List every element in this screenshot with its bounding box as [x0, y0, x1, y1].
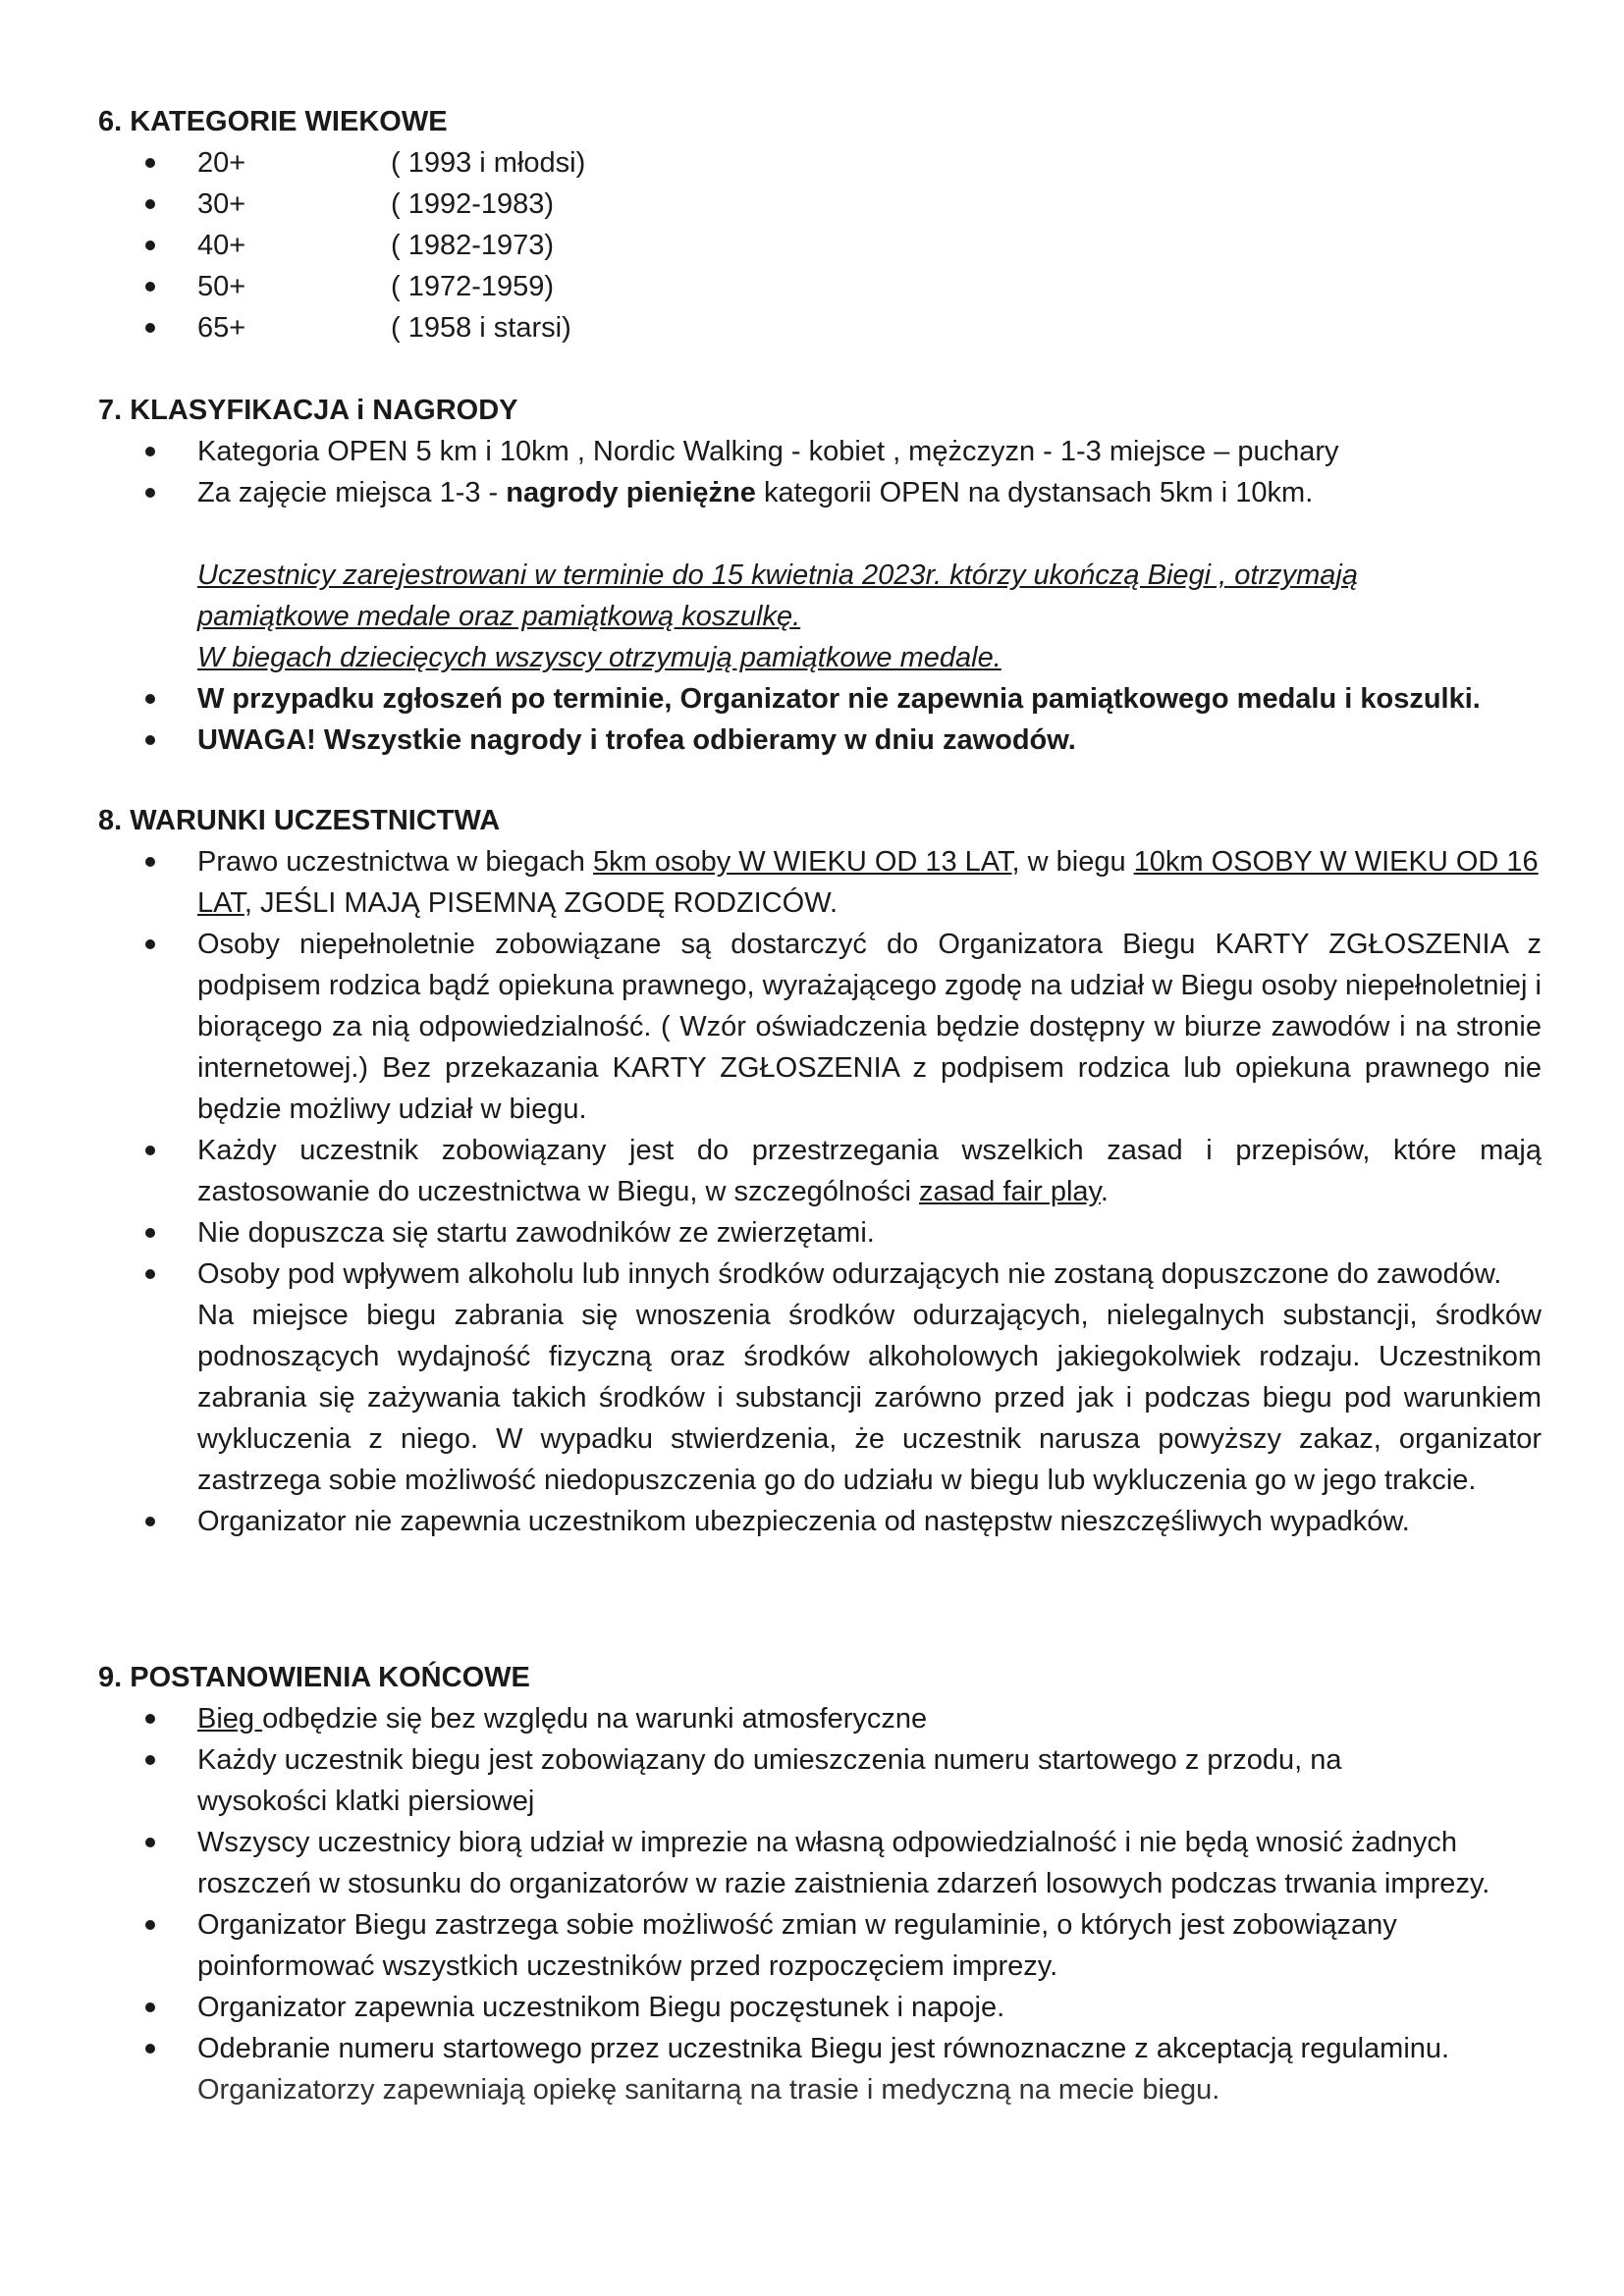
list-item-text: Za zajęcie miejsca 1-3 -: [197, 477, 507, 508]
age-category: 40+: [197, 230, 246, 261]
age-category: 20+: [197, 147, 246, 179]
underlined-text: zasad fair play: [919, 1176, 1101, 1207]
section-heading: 9. POSTANOWIENIA KOŃCOWE: [98, 1662, 530, 1693]
list-item: [98, 1822, 1542, 1904]
list-item: [98, 1254, 1542, 1295]
bullet-icon: [145, 1146, 155, 1155]
list-item-text: Organizator nie zapewnia uczestnikom ubezpieczenia od następstw nieszczęśliwych wypadków.: [197, 1506, 1410, 1537]
list-item: [98, 1130, 1542, 1212]
age-category: 30+: [197, 188, 246, 220]
section-final-provisions: [98, 1657, 1542, 2110]
bullet-icon: [145, 1228, 155, 1238]
section-classification-awards: [98, 390, 1542, 761]
list-item: [98, 841, 1542, 924]
list-item-text: .: [1100, 1176, 1109, 1207]
list-item-text: Kategoria OPEN 5 km i 10km , Nordic Walking - kobiet , mężczyzn - 1-3 miejsce – puchary: [197, 436, 1339, 467]
list-item-text: Osoby niepełnoletnie zobowiązane są dostarczyć do Organizatora Biegu KARTY ZGŁOSZENIA z podpisem rodzica bądź opiekuna prawnego, wyrażającego zgodę na udział w Biegu osoby niepełnoletniej i biorącego za nią odpowiedzialność. ( Wzór oświadczenia będzie dostępny w biurze zawodów i na stronie internetowej.) Bez przekazania KARTY ZGŁOSZENIA z podpisem rodzica lub opiekuna prawnego nie będzie możliwy udział w biegu.: [197, 929, 1542, 1125]
list-item: [98, 1904, 1542, 1987]
list-item-text: Organizator Biegu zastrzega sobie możliwość zmian w regulaminie, o których jest zobowiązany poinformować wszystkich uczestników przed rozpoczęciem imprezy.: [197, 1909, 1397, 1982]
underlined-text: 10km OSOBY W WIEKU OD 16 LAT: [197, 846, 1539, 919]
list-item: [98, 678, 1542, 720]
list-item-text: UWAGA! Wszystkie nagrody i trofea odbieramy w dniu zawodów.: [197, 724, 1076, 756]
list-item: [98, 1212, 1542, 1254]
birth-years: ( 1993 i młodsi): [391, 147, 586, 179]
medical-care-note: Organizatorzy zapewniają opiekę sanitarną na trasie i medyczną na mecie biegu.: [197, 2074, 1220, 2106]
list-item-text: Każdy uczestnik zobowiązany jest do przestrzegania wszelkich zasad i przepisów, które mają zastosowanie do uczestnictwa w Biegu, w szczególności: [197, 1135, 1542, 1207]
list-item-text: Nie dopuszcza się startu zawodników ze zwierzętami.: [197, 1217, 875, 1249]
awards-notice-list: [98, 678, 1542, 761]
section-heading: 7. KLASYFIKACJA i NAGRODY: [98, 395, 518, 426]
conditions-list-end: [98, 1501, 1542, 1542]
list-item-text: , w biegu: [1011, 846, 1134, 878]
children-medals-note: W biegach dziecięcych wszyscy otrzymują pamiątkowe medale.: [197, 642, 1001, 673]
bullet-icon: [145, 735, 155, 745]
bullet-icon: [145, 2002, 155, 2012]
list-item: [98, 472, 1542, 513]
bullet-icon: [145, 447, 155, 456]
bullet-icon: [145, 488, 155, 498]
list-item: [98, 142, 1542, 184]
list-item: [98, 1501, 1542, 1542]
age-category-list: [98, 142, 1542, 348]
bullet-icon: [145, 1269, 155, 1279]
conditions-list: [98, 841, 1542, 1295]
section-participation-conditions: [98, 800, 1542, 1542]
list-item: [98, 1987, 1542, 2028]
age-category: 50+: [197, 271, 246, 302]
bullet-icon: [145, 1517, 155, 1526]
list-item-text: Organizator zapewnia uczestnikom Biegu poczęstunek i napoje.: [197, 1992, 1005, 2023]
list-item: [98, 266, 1542, 307]
bullet-icon: [145, 158, 155, 168]
birth-years: ( 1958 i starsi): [391, 312, 571, 344]
substances-paragraph: Na miejsce biegu zabrania się wnoszenia środków odurzających, nielegalnych substancji, środków podnoszących wydajność fizyczną oraz środków alkoholowych jakiegokolwiek rodzaju. Uczestnikom zabrania się zażywania takich środków i substancji zarówno przed jak i podczas biegu pod warunkiem wykluczenia z niego. W wypadku stwierdzenia, że uczestnik narusza powyższy zakaz, organizator zastrzega sobie możliwość niedopuszczenia go do udziału w biegu lub wykluczenia go w jego trakcie.: [197, 1300, 1542, 1496]
list-item-text: Każdy uczestnik biegu jest zobowiązany do umieszczenia numeru startowego z przodu, na wysokości klatki piersiowej: [197, 1744, 1342, 1817]
bullet-icon: [145, 1838, 155, 1847]
birth-years: ( 1982-1973): [391, 230, 555, 261]
bullet-icon: [145, 939, 155, 949]
bullet-icon: [145, 857, 155, 867]
list-item: [98, 225, 1542, 266]
list-item: [98, 720, 1542, 761]
bullet-icon: [145, 282, 155, 292]
bullet-icon: [145, 2044, 155, 2054]
bullet-icon: [145, 240, 155, 250]
bullet-icon: [145, 1920, 155, 1930]
list-item: [98, 1698, 1542, 1739]
list-item-text: Odebranie numeru startowego przez uczestnika Biegu jest równoznaczne z akceptacją regulaminu.: [197, 2033, 1450, 2064]
awards-list: [98, 431, 1542, 513]
birth-years: ( 1992-1983): [391, 188, 555, 220]
registration-note: Uczestnicy zarejestrowani w terminie do 15 kwietnia 2023r. którzy ukończą Biegi , otrzymają pamiątkowe medale oraz pamiątkową koszulkę.: [197, 560, 1358, 632]
list-item: [98, 307, 1542, 348]
age-category: 65+: [197, 312, 246, 344]
list-item: [98, 431, 1542, 472]
birth-years: ( 1972-1959): [391, 271, 555, 302]
section-heading: 8. WARUNKI UCZESTNICTWA: [98, 805, 501, 836]
underlined-text: 5km osoby W WIEKU OD 13 LAT: [592, 846, 1012, 878]
bullet-icon: [145, 1755, 155, 1765]
underlined-text: Bieg: [197, 1703, 263, 1735]
list-item: [98, 184, 1542, 225]
list-item-text: W przypadku zgłoszeń po terminie, Organizator nie zapewnia pamiątkowego medalu i koszulki.: [197, 683, 1481, 715]
list-item: [98, 1739, 1542, 1822]
list-item-text: kategorii OPEN na dystansach 5km i 10km.: [755, 477, 1314, 508]
section-age-categories: [98, 101, 1542, 348]
list-item-text: Prawo uczestnictwa w biegach: [197, 846, 593, 878]
bullet-icon: [145, 323, 155, 333]
bullet-icon: [145, 199, 155, 209]
list-item-text: odbędzie się bez względu na warunki atmosferyczne: [262, 1703, 928, 1735]
emphasis-text: nagrody pieniężne: [506, 477, 756, 508]
list-item-text: Wszyscy uczestnicy biorą udział w imprezie na własną odpowiedzialność i nie będą wnosić żadnych roszczeń w stosunku do organizatorów w razie zaistnienia zdarzeń losowych podczas trwania imprezy.: [197, 1827, 1490, 1899]
list-item: [98, 2028, 1542, 2069]
list-item-text: Osoby pod wpływem alkoholu lub innych środków odurzających nie zostaną dopuszczone do zawodów.: [197, 1258, 1502, 1290]
list-item-text: , JEŚLI MAJĄ PISEMNĄ ZGODĘ RODZICÓW.: [244, 887, 839, 919]
bullet-icon: [145, 1714, 155, 1724]
list-item: [98, 924, 1542, 1130]
bullet-icon: [145, 694, 155, 704]
final-provisions-list: [98, 1698, 1542, 2069]
section-heading: 6. KATEGORIE WIEKOWE: [98, 106, 448, 137]
